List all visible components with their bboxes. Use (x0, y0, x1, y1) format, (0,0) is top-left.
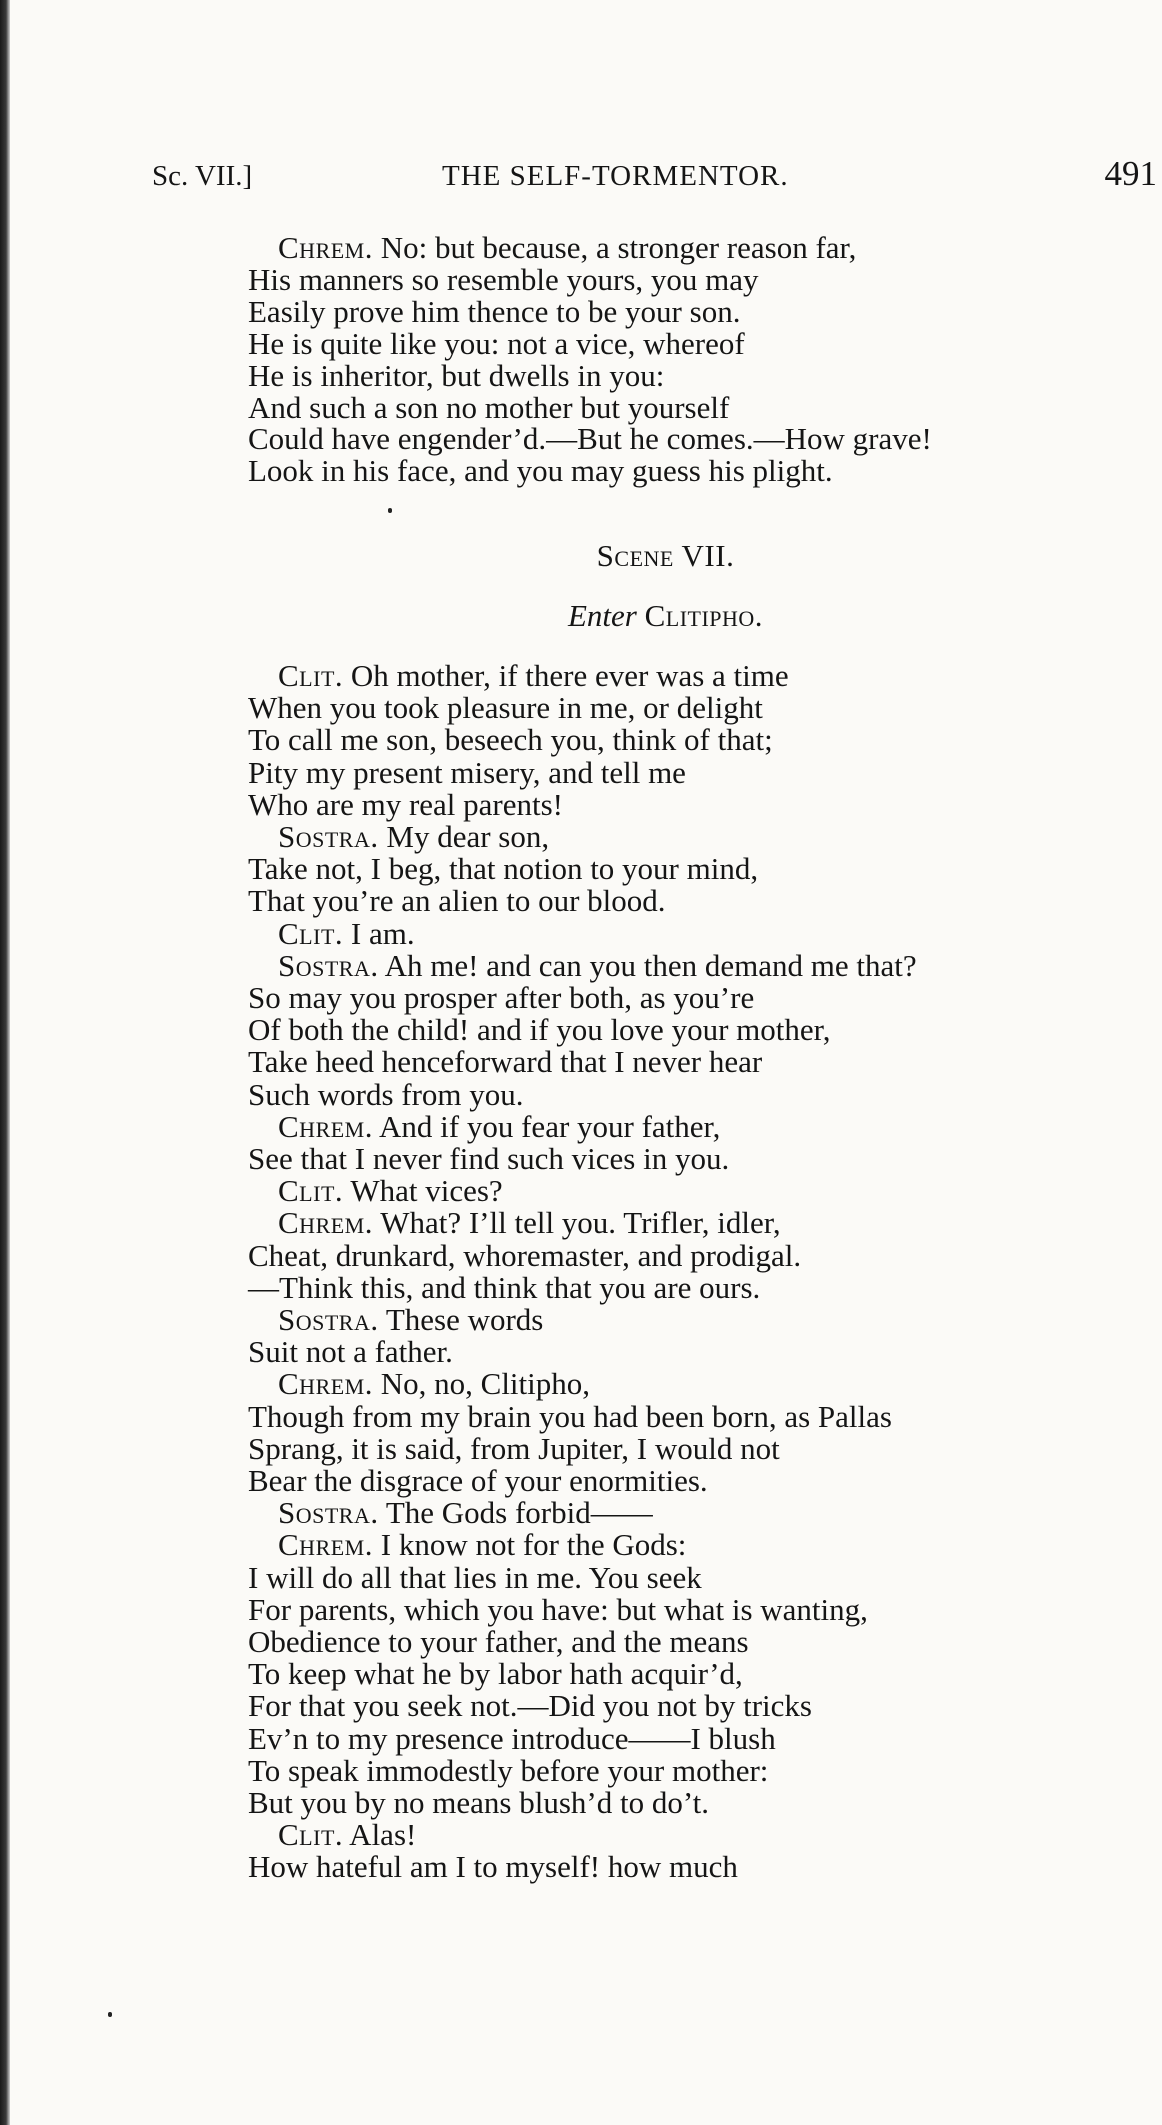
stage-direction-name: Clitipho. (644, 598, 764, 633)
verse-line (248, 853, 758, 885)
speaker-name: Clit. (278, 658, 344, 693)
verse-line (248, 1851, 738, 1883)
verse-line (278, 232, 856, 264)
line-text: Of both the child! and if you love your mother, (248, 1012, 831, 1048)
verse-line (248, 1336, 453, 1368)
stage-direction (248, 598, 1083, 634)
verse-line (248, 1752, 769, 1788)
line-text: To speak immodestly before your mother: (248, 1752, 769, 1788)
verse-line (248, 389, 730, 425)
print-speck (388, 508, 392, 513)
line-text: What? I’ll tell you. Trifler, idler, (373, 1205, 781, 1241)
verse-line (278, 1819, 416, 1851)
verse-line (278, 1368, 590, 1400)
line-text: Cheat, drunkard, whoremaster, and prodigal. (248, 1237, 802, 1273)
verse-line (278, 1304, 543, 1336)
line-text: He is inheritor, but dwells in you: (248, 357, 665, 393)
speaker-name: Clit. (278, 1173, 344, 1209)
line-text: And if you fear your father, (373, 1108, 721, 1144)
line-text: Ah me! and can you then demand me that? (378, 947, 917, 983)
verse-line (248, 1430, 780, 1466)
verse-line (278, 915, 415, 951)
line-text: Who are my real parents! (248, 786, 564, 822)
line-text: Bear the disgrace of your enormities. (248, 1463, 708, 1498)
line-text: To keep what he by labor hath acquir’d, (248, 1656, 743, 1692)
verse-line (248, 1398, 892, 1434)
line-text: Oh mother, if there ever was a time (343, 658, 789, 693)
verse-line (248, 754, 686, 790)
scene-heading (248, 538, 1083, 574)
line-text: Look in his face, and you may guess his plight. (248, 453, 833, 489)
header-scene-ref: Sc. VII.] (152, 160, 253, 192)
running-header (152, 150, 1157, 200)
line-text: To call me son, beseech you, think of that; (248, 722, 773, 758)
verse-line (248, 1237, 802, 1273)
verse-line (248, 1658, 743, 1690)
verse-line (278, 821, 549, 853)
speaker-name: Chrem. (278, 230, 373, 265)
verse-line (248, 1076, 524, 1112)
line-text: For parents, which you have: but what is wanting, (248, 1591, 868, 1627)
page-binding-edge (0, 0, 10, 2125)
line-text: Ev’n to my presence introduce——I blush (248, 1720, 776, 1756)
line-text: What vices? (343, 1173, 503, 1209)
verse-line (278, 1497, 653, 1529)
verse-line (248, 1591, 868, 1627)
line-text: The Gods forbid—— (378, 1495, 653, 1531)
line-text: Easily prove him thence to be your son. (248, 293, 741, 329)
verse-line (248, 1143, 729, 1175)
line-text: Take heed henceforward that I never hear (248, 1044, 763, 1080)
scene-label: Scene VII. (596, 538, 735, 573)
speaker-name: Sostra. (278, 1495, 379, 1531)
line-text: And such a son no mother but yourself (248, 389, 730, 425)
verse-line (248, 325, 745, 361)
speaker-name: Chrem. (278, 1527, 373, 1563)
verse-line (248, 455, 833, 487)
verse-line (248, 982, 754, 1014)
line-text: I know not for the Gods: (373, 1527, 687, 1563)
line-text: Pity my present misery, and tell me (248, 754, 686, 790)
speaker-name: Chrem. (278, 1205, 373, 1241)
speaker-name: Sostra. (278, 819, 379, 854)
line-text: When you took pleasure in me, or delight (248, 690, 763, 726)
line-text: That you’re an alien to our blood. (248, 883, 666, 919)
line-text: But you by no means blush’d to do’t. (248, 1785, 709, 1820)
line-text: No, no, Clitipho, (373, 1366, 591, 1402)
verse-line (278, 660, 789, 692)
line-text: Suit not a father. (248, 1334, 453, 1370)
line-text: So may you prosper after both, as you’re (248, 980, 755, 1015)
line-text: Though from my brain you had been born, as Pallas (248, 1398, 892, 1434)
line-text: No: but because, a stronger reason far, (373, 230, 857, 265)
line-text: See that I never find such vices in you. (248, 1141, 730, 1176)
verse-line (248, 1690, 812, 1722)
speaker-name: Clit. (278, 1817, 344, 1853)
verse-line (248, 1720, 776, 1756)
line-text: Such words from you. (248, 1076, 524, 1112)
verse-line (248, 692, 763, 724)
verse-line (248, 786, 564, 822)
speaker-name: Chrem. (278, 1108, 373, 1144)
verse-line (278, 1207, 781, 1239)
verse-line (248, 1626, 749, 1658)
line-text: For that you seek not.—Did you not by tricks (248, 1688, 812, 1724)
verse-line (278, 947, 917, 983)
line-text: Take not, I beg, that notion to your mind, (248, 851, 759, 887)
page-number: 491 (1104, 154, 1157, 193)
verse-line (248, 1269, 761, 1305)
verse-line (248, 1559, 702, 1595)
verse-line (278, 1529, 686, 1561)
line-text: Sprang, it is said, from Jupiter, I would not (248, 1430, 780, 1466)
speaker-name: Chrem. (278, 1366, 373, 1402)
line-text: I am. (343, 915, 415, 951)
verse-line (248, 293, 741, 329)
line-text: Obedience to your father, and the means (248, 1624, 749, 1659)
verse-line (248, 885, 666, 917)
line-text: Alas! (343, 1817, 417, 1853)
print-speck (108, 2012, 112, 2017)
line-text: Could have engender’d.—But he comes.—How grave! (248, 421, 932, 457)
stage-direction-enter: Enter (567, 598, 637, 633)
verse-line (248, 724, 773, 756)
line-text: He is quite like you: not a vice, whereof (248, 325, 745, 361)
verse-line (278, 1108, 721, 1144)
verse-line (248, 423, 932, 455)
speaker-name: Clit. (278, 915, 344, 951)
verse-line (248, 1046, 762, 1078)
verse-line (248, 1014, 830, 1046)
verse-line (278, 1175, 503, 1207)
speaker-name: Sostra. (278, 1302, 379, 1337)
verse-line (248, 1465, 708, 1497)
verse-line (248, 357, 665, 393)
speaker-name: Sostra. (278, 947, 379, 983)
verse-line (248, 1787, 709, 1819)
header-title: THE SELF-TORMENTOR. (442, 160, 789, 192)
line-text: These words (378, 1302, 544, 1337)
line-text: I will do all that lies in me. You seek (248, 1559, 702, 1595)
line-text: —Think this, and think that you are ours. (248, 1269, 761, 1305)
verse-line (248, 261, 759, 297)
line-text: His manners so resemble yours, you may (248, 261, 759, 297)
line-text: My dear son, (378, 819, 550, 854)
line-text: How hateful am I to myself! how much (248, 1849, 738, 1885)
